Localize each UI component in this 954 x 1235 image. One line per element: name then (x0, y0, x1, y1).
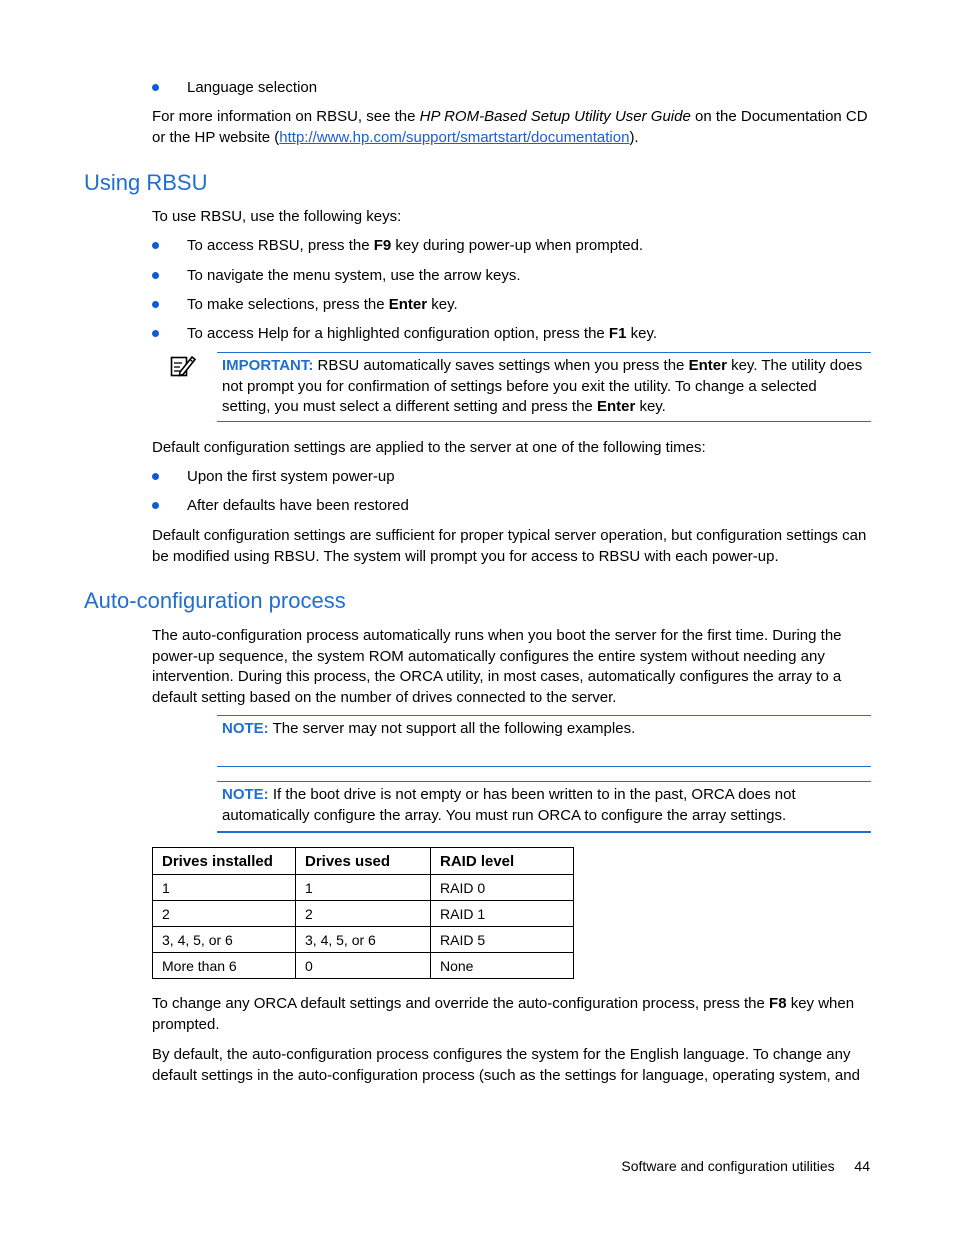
text: To navigate the menu system, use the arrow keys. (187, 267, 521, 284)
list-item-text (187, 294, 458, 316)
table-cell: 3, 4, 5, or 6 (153, 927, 296, 953)
note-top-rule (217, 781, 871, 782)
column-header: Drives installed (153, 848, 296, 875)
text: To access RBSU, press the (187, 237, 374, 254)
important-pencil-icon (170, 354, 196, 378)
bullet-dot-icon (152, 502, 159, 509)
bullet-dot-icon (152, 330, 159, 337)
text: For more information on RBSU, see the (152, 108, 420, 125)
text: RBSU automatically saves settings when you press the (313, 357, 689, 374)
bullet-dot-icon (152, 272, 159, 279)
table-header-row (153, 848, 574, 875)
note-bottom-rule (217, 831, 871, 833)
hp-website-link[interactable]: http://www.hp.com/support/smartstart/documentation (279, 128, 630, 146)
table-cell: 1 (153, 875, 296, 901)
callout-bottom-rule (217, 421, 871, 422)
text: on the Documentation CD or the HP website ( (152, 108, 868, 146)
key-name: Enter (388, 296, 428, 313)
defaults-paragraph: Default configuration settings are sufficient for proper typical server operation, but configuration settings can be modified using RBSU. The system will prompt you for access to RBSU with each power-up. (152, 527, 867, 565)
important-callout (222, 356, 867, 418)
list-item (152, 265, 872, 287)
defaults-lead: Default configuration settings are applied to the server at one of the following times: (152, 439, 706, 456)
list-item (152, 495, 872, 517)
table-cell: 2 (153, 901, 296, 927)
text: key during power-up when prompted. (391, 237, 644, 254)
guide-title: HP ROM-Based Setup Utility User Guide (419, 108, 691, 125)
list-item-text: Language selection (187, 79, 318, 96)
text: key when prompted. (152, 995, 855, 1033)
list-item-text: After defaults have been restored (187, 497, 409, 514)
text: To change any ORCA default settings and override the auto-configuration process, press the (152, 995, 770, 1012)
callout-label: NOTE: (222, 720, 269, 737)
text: ). (629, 128, 639, 146)
heading-using-rbsu: Using RBSU (84, 170, 208, 195)
table-cell: 1 (296, 875, 431, 901)
column-header: Drives used (296, 848, 431, 875)
table-cell: 0 (296, 953, 431, 979)
bullet-dot-icon (152, 242, 159, 249)
footer-section-title: Software and configuration utilities (621, 1158, 835, 1174)
table-row (153, 953, 574, 979)
list-item-text (187, 323, 657, 345)
table-row (153, 927, 574, 953)
list-item (152, 77, 872, 99)
key-name: Enter (596, 398, 636, 415)
table-row (153, 875, 574, 901)
rbsu-reference-paragraph (152, 107, 872, 148)
key-name: F9 (373, 237, 392, 254)
list-item (152, 294, 872, 316)
text: To make selections, press the (187, 296, 389, 313)
text: The server may not support all the following examples. (268, 720, 636, 737)
auto-config-paragraph: The auto-configuration process automatically runs when you boot the server for the first time. During the power-up sequence, the system ROM automatically configures the entire system without needing any intervention. During this process, the ORCA utility, in most cases, automatically configures the array to a default setting based on the number of drives connected to the server. (152, 627, 842, 706)
text: key. (626, 325, 658, 342)
table-row (153, 901, 574, 927)
key-name: F1 (608, 325, 627, 342)
note-callout (222, 719, 867, 740)
list-item (152, 466, 872, 488)
raid-table (152, 847, 574, 979)
list-item (152, 235, 872, 257)
key-name: F8 (769, 995, 787, 1012)
bullet-dot-icon (152, 84, 159, 91)
page-number: 44 (854, 1158, 870, 1174)
using-rbsu-lead: To use RBSU, use the following keys: (152, 208, 402, 225)
page-footer (621, 1158, 870, 1174)
key-name: Enter (688, 357, 727, 374)
callout-label: IMPORTANT: (222, 357, 314, 374)
note-top-rule (217, 715, 871, 716)
callout-label: NOTE: (222, 786, 269, 803)
text: To access Help for a highlighted configuration option, press the (187, 325, 609, 342)
table-cell: 2 (296, 901, 431, 927)
note-callout (222, 785, 867, 826)
list-item (152, 323, 872, 345)
column-header: RAID level (431, 848, 574, 875)
callout-top-rule (217, 352, 871, 353)
table-cell: RAID 5 (431, 927, 574, 953)
text: key. (427, 296, 458, 313)
language-paragraph: By default, the auto-configuration process configures the system for the English language. To change any default settings in the auto-configuration process (such as the settings for language, operating system, and (152, 1046, 860, 1084)
table-cell: More than 6 (153, 953, 296, 979)
text: If the boot drive is not empty or has been written to in the past, ORCA does not automatically configure the array. You must run ORCA to configure the array settings. (222, 786, 796, 824)
list-item-text (187, 265, 521, 287)
table-cell: 3, 4, 5, or 6 (296, 927, 431, 953)
text: key. The utility does not prompt you for confirmation of settings before you exit the utility. To change a selected setting, you must select a different setting and press the (222, 357, 863, 415)
list-item-text: Upon the first system power-up (187, 468, 395, 485)
note-bottom-rule (217, 766, 871, 767)
override-paragraph (152, 994, 872, 1035)
bullet-dot-icon (152, 301, 159, 308)
bullet-dot-icon (152, 473, 159, 480)
heading-auto-configuration: Auto-configuration process (84, 588, 346, 613)
table-cell: RAID 1 (431, 901, 574, 927)
list-item-text (187, 235, 643, 257)
table-cell: None (431, 953, 574, 979)
table-cell: RAID 0 (431, 875, 574, 901)
text: key. (635, 398, 666, 415)
